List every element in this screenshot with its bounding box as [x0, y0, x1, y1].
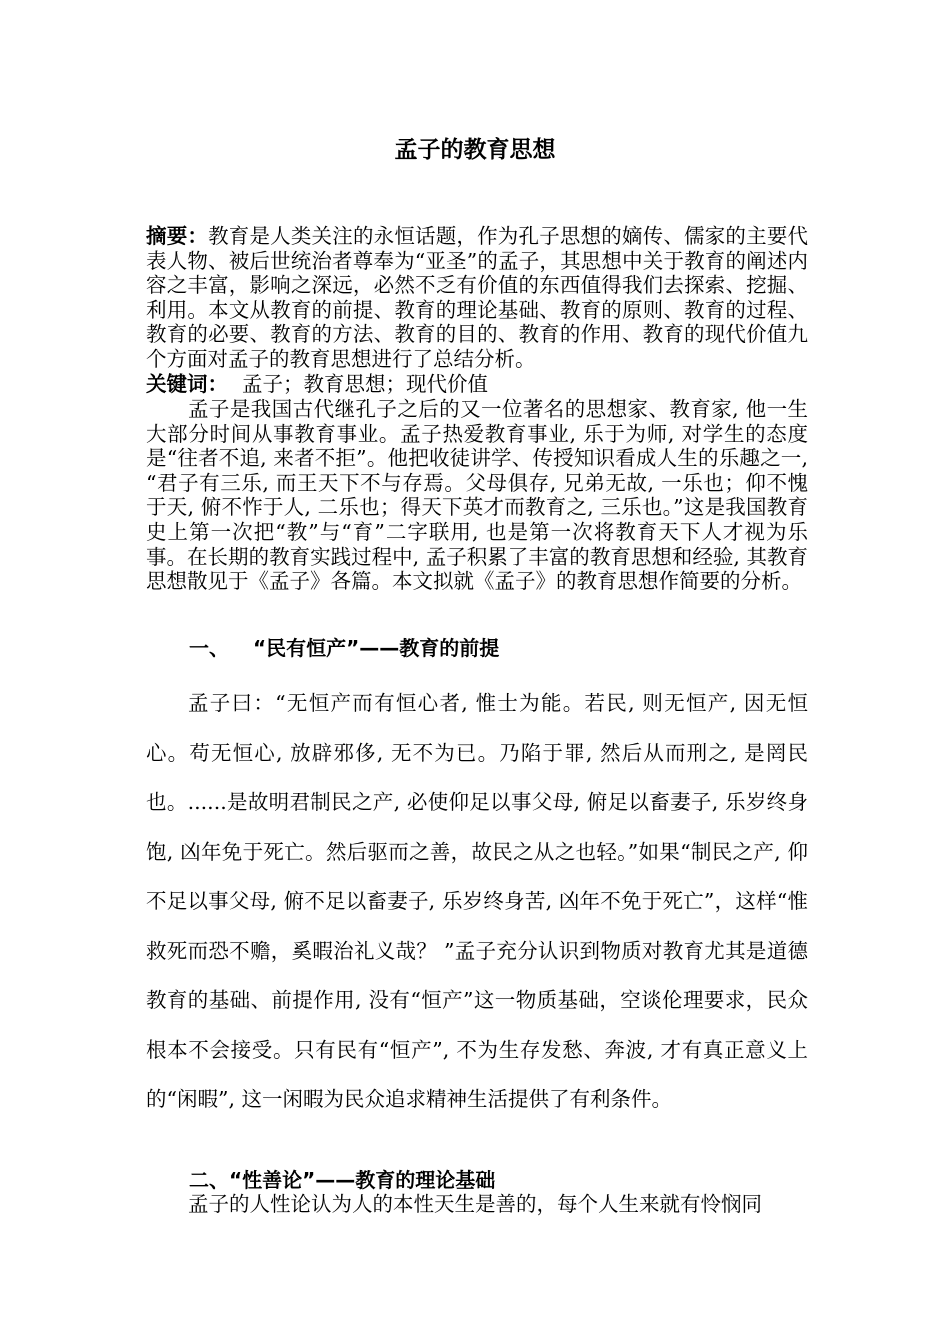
section-heading-2: 二、“性善论”——教育的理论基础 — [189, 1168, 496, 1192]
document-title: 孟子的教育思想 — [394, 137, 556, 163]
section-number-1: 一、 — [189, 636, 229, 660]
abstract-text: 教育是人类关注的永恒话题，作为孔子思想的嫡传、儒家的主要代表人物、被后世统治者尊奉为“亚圣”的孟子，其思想中关于教育的阐述内容之丰富，影响之深远，必然不乏有价值的东西值得我们去探索、挖掘、利用。本文从教育的前提、教育的理论基础、教育的原则、教育的过程、教育的必要、教育的方法、教育的目的、教育的作用、教育的现代价值九个方面对孟子的教育思想进行了总结分析。 — [146, 224, 809, 371]
intro-paragraph: 孟子是我国古代继孔子之后的又一位著名的思想家、教育家, 他一生大部分时间从事教育事业。孟子热爱教育事业, 乐于为师, 对学生的态度是“往者不追, 来者不拒”。他把收徒讲学、传授知识看成人生的乐趣之一, “君子有三乐, 而王天下不与存焉。父母俱存, 兄弟无故, 一乐也；仰不愧于天, 俯不怍于人, 二乐也；得天下英才而教育之, 三乐也。”这是我国教育史上第一次把“教”与“育”二字联用, 也是第一次将教育天下人才视为乐事。在长期的教育实践过程中, 孟子积累了丰富的教育思想和经验, 其教育思想散见于《孟子》各篇。本文拟就《孟子》的教育思想作简要的分析。 — [146, 397, 808, 594]
section-title-1: “民有恒产”——教育的前提 — [253, 636, 500, 660]
section-heading-1 — [189, 634, 499, 662]
keywords-label: 关键词： — [146, 372, 228, 396]
section2-paragraph: 孟子的人性论认为人的本性天生是善的，每个人生来就有怜悯同 — [188, 1192, 762, 1216]
abstract-paragraph — [146, 224, 808, 372]
section1-paragraph: 孟子曰：“无恒产而有恒心者, 惟士为能。若民, 则无恒产, 因无恒心。苟无恒心, 放辟邪侈, 无不为已。乃陷于罪, 然后从而刑之, 是罔民也。......是故明君制民之产, 必使仰足以事父母, 俯足以畜妻子, 乐岁终身饱, 凶年免于死亡。然后驱而之善，故民之从之也轻。”如果“制民之产, 仰不足以事父母, 俯不足以畜妻子, 乐岁终身苦, 凶年不免于死亡”，这样“惟救死而恐不赡，奚暇治礼义哉？ ”孟子充分认识到物质对教育尤其是道德教育的基础、前提作用, 没有“恒产”这一物质基础，空谈伦理要求，民众根本不会接受。只有民有“恒产”, 不为生存发愁、奔波, 才有真正意义上的“闲暇”, 这一闲暇为民众追求精神生活提供了有利条件。 — [146, 691, 808, 1111]
keywords-text: 孟子；教育思想；现代价值 — [242, 372, 488, 396]
abstract-label: 摘要： — [146, 224, 209, 248]
keywords-line — [146, 372, 808, 397]
